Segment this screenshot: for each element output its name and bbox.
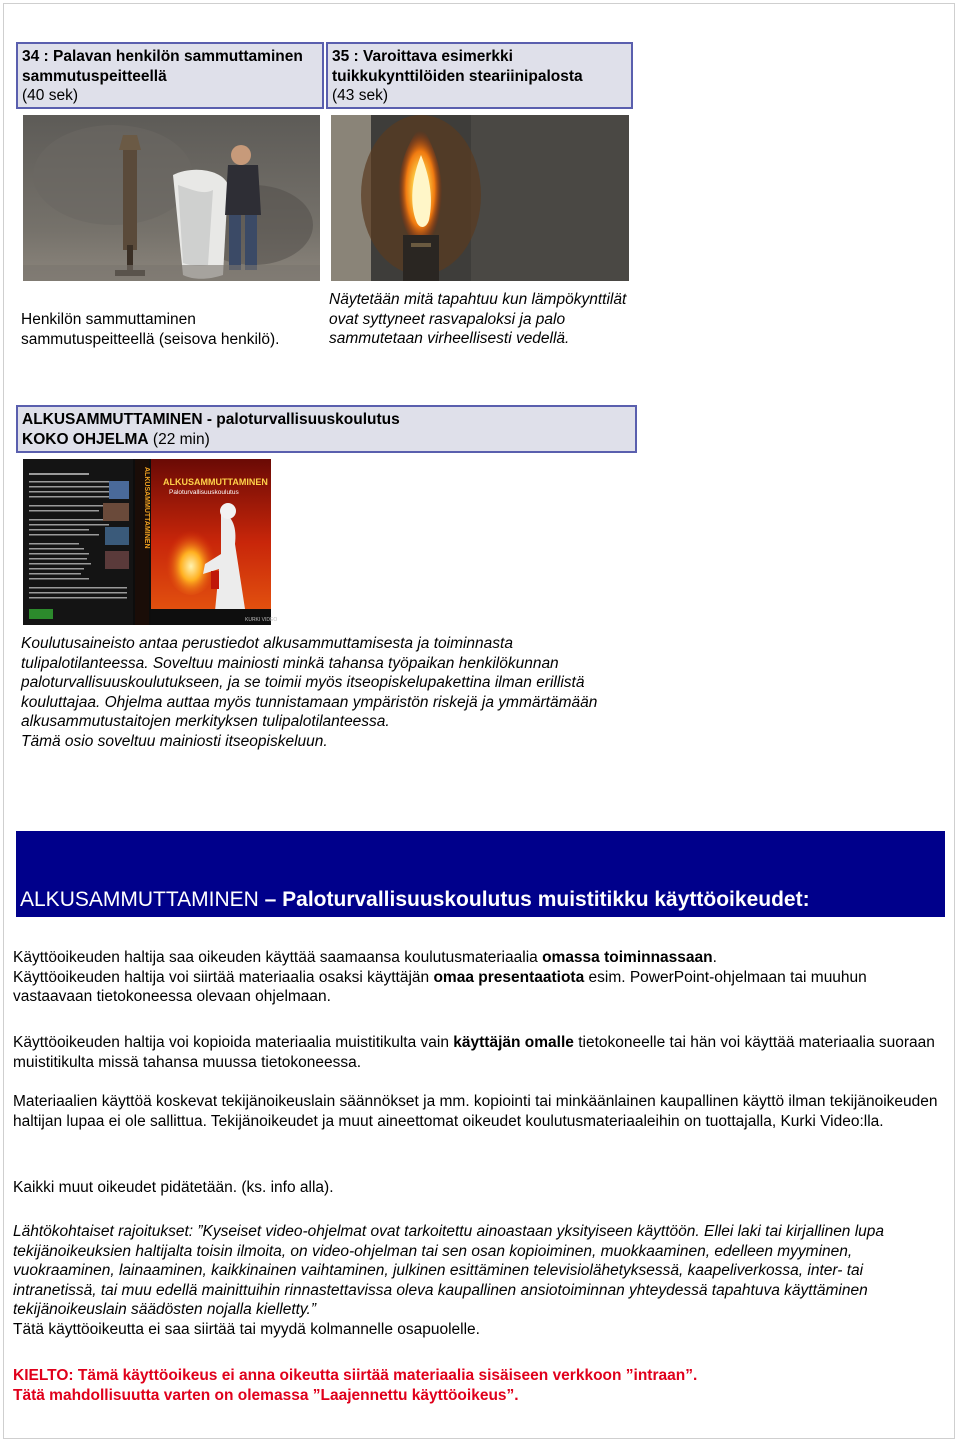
p1-text-f: esim. PowerPoint-ohjelmaan tai muuhun vastaavaan tietokoneessa olevaan ohjelmaan. — [13, 968, 867, 1005]
p1-text-e: omaa presentaatiota — [433, 968, 585, 986]
rights-paragraph-4: Kaikki muut oikeudet pidätetään. (ks. info alla). — [13, 1179, 334, 1196]
full-program-title-text: ALKUSAMMUTTAMINEN - paloturvallisuuskoulutus — [22, 411, 400, 428]
full-program-description — [21, 634, 631, 751]
p1-text-b: omassa toiminnassaan — [542, 949, 713, 966]
clip34-duration: (40 sek) — [22, 87, 78, 104]
description-line-2: Soveltuu mainiosti minkä tahansa työpaikan henkilökunnan paloturvallisuuskoulutukseen, ja se toimii myös itseopiskelupakettina ilman erillistä kouluttajaa. — [21, 654, 585, 711]
full-program-subtitle: KOKO OHJELMA — [22, 430, 149, 448]
dvd-brand-text: KURKI VIDEO — [245, 617, 278, 623]
rights-banner — [16, 831, 945, 917]
rights-paragraph-1 — [13, 948, 943, 1007]
p2-text-a: Käyttöoikeuden haltija voi kopioida materiaalia muistitikulta vain — [13, 1034, 454, 1051]
description-line-1: Koulutusaineisto antaa perustiedot alkusammuttamisesta ja toiminnasta tulipalotilanteessa. — [21, 635, 513, 672]
dvd-cover-image[interactable] — [23, 459, 278, 625]
warning-block — [13, 1366, 943, 1405]
description-line-4: Tämä osio soveltuu mainiosti itseopiskeluun. — [21, 732, 328, 750]
dvd-spine-text: ALKUSAMMUTTAMINEN — [143, 467, 150, 549]
p2-text-b: käyttäjän omalle — [453, 1034, 574, 1051]
banner-rest: – Paloturvallisuuskoulutus muistitikku käyttöoikeudet: — [258, 888, 810, 911]
clip35-title-text: 35 : Varoittava esimerkki tuikkukynttilöiden steariinipalosta — [332, 48, 583, 85]
dvd-subtitle-text: Paloturvallisuuskoulutus — [169, 489, 239, 496]
rights-paragraph-2 — [13, 1033, 943, 1072]
full-program-duration: (22 min) — [152, 430, 210, 448]
rights-paragraph-3: Materiaalien käyttöä koskevat tekijänoikeuslain säännökset ja mm. kopiointi tai minkäänlainen kaupallinen käyttö ilman tekijänoikeuden haltijan lupaa ei ole sallittua. Tekijänoikeudet ja muut aineettomat oikeudet koulutusmateriaaleihin on tuottajalla, Kurki Video:lla. — [13, 1093, 938, 1130]
clip35-title — [326, 42, 633, 109]
description-line-3: Ohjelma auttaa myös tunnistamaan ympäristön riskejä ja ymmärtämään alkusammutustaitojen merkityksen tulipalotilanteessa. — [21, 693, 598, 730]
rights-paragraph-5 — [13, 1222, 943, 1339]
banner-brand: ALKUSAMMUTTAMINEN — [20, 888, 259, 911]
p1-text-c: . — [712, 949, 717, 966]
full-program-title — [16, 405, 637, 453]
clip35-duration: (43 sek) — [332, 87, 388, 104]
p1-text-a: Käyttöoikeuden haltija saa oikeuden käyttää saamaansa koulutusmateriaalia — [13, 949, 543, 966]
clip34-title — [16, 42, 324, 109]
p2-text-c: tietokoneelle tai hän voi käyttää materiaalia suoraan muistitikulta missä tahansa muussa tietokoneessa. — [13, 1034, 935, 1071]
warning-line-2: Tätä mahdollisuutta varten on olemassa ”Laajennettu käyttöoikeus”. — [13, 1386, 519, 1404]
restrictions-text: Lähtökohtaiset rajoitukset: ”Kyseiset video-ohjelmat ovat tarkoitettu ainoastaan yksityiseen käyttöön. Ellei laki tai kirjallinen lupa tekijänoikeuksien haltijalta toisin ilmoita, on video-ohjelman tai sen osan kopioiminen, muokkaaminen, edelleen myyminen, vuokraaminen, lainaaminen, kaikkinainen vaihtaminen, julkinen esittäminen televisiolähetyksessä, kaapeliverkossa, inter- tai intranetissä, tai muu edellä mainittuihin rinnastettavissa oleva kaupallinen ansiotoiminnan yhteydessä tapahtuva käyttäminen tekijänoikeuslain säädösten nojalla kielletty.” — [13, 1223, 885, 1318]
warning-line-1: KIELTO: Tämä käyttöoikeus ei anna oikeutta siirtää materiaalia sisäiseen verkkoon ”intraan”. — [13, 1367, 698, 1384]
clip34-title-text: 34 : Palavan henkilön sammuttaminen sammutuspeitteellä — [22, 48, 303, 85]
clip34-thumbnail[interactable] — [23, 115, 320, 281]
clip35-caption: Näytetään mitä tapahtuu kun lämpökynttilät ovat syttyneet rasvapaloksi ja palo sammutetaan virheellisesti vedellä. — [329, 291, 627, 347]
clip34-caption: Henkilön sammuttaminen sammutuspeitteellä (seisova henkilö). — [21, 311, 280, 348]
p1-text-d: Käyttöoikeuden haltija voi siirtää materiaalia osaksi käyttäjän — [13, 968, 434, 986]
rights-banner-title — [20, 888, 810, 912]
dvd-title-text: ALKUSAMMUTTAMINEN — [163, 477, 268, 487]
clip35-thumbnail[interactable] — [331, 115, 629, 281]
no-transfer-text: Tätä käyttöoikeutta ei saa siirtää tai myydä kolmannelle osapuolelle. — [13, 1320, 480, 1338]
